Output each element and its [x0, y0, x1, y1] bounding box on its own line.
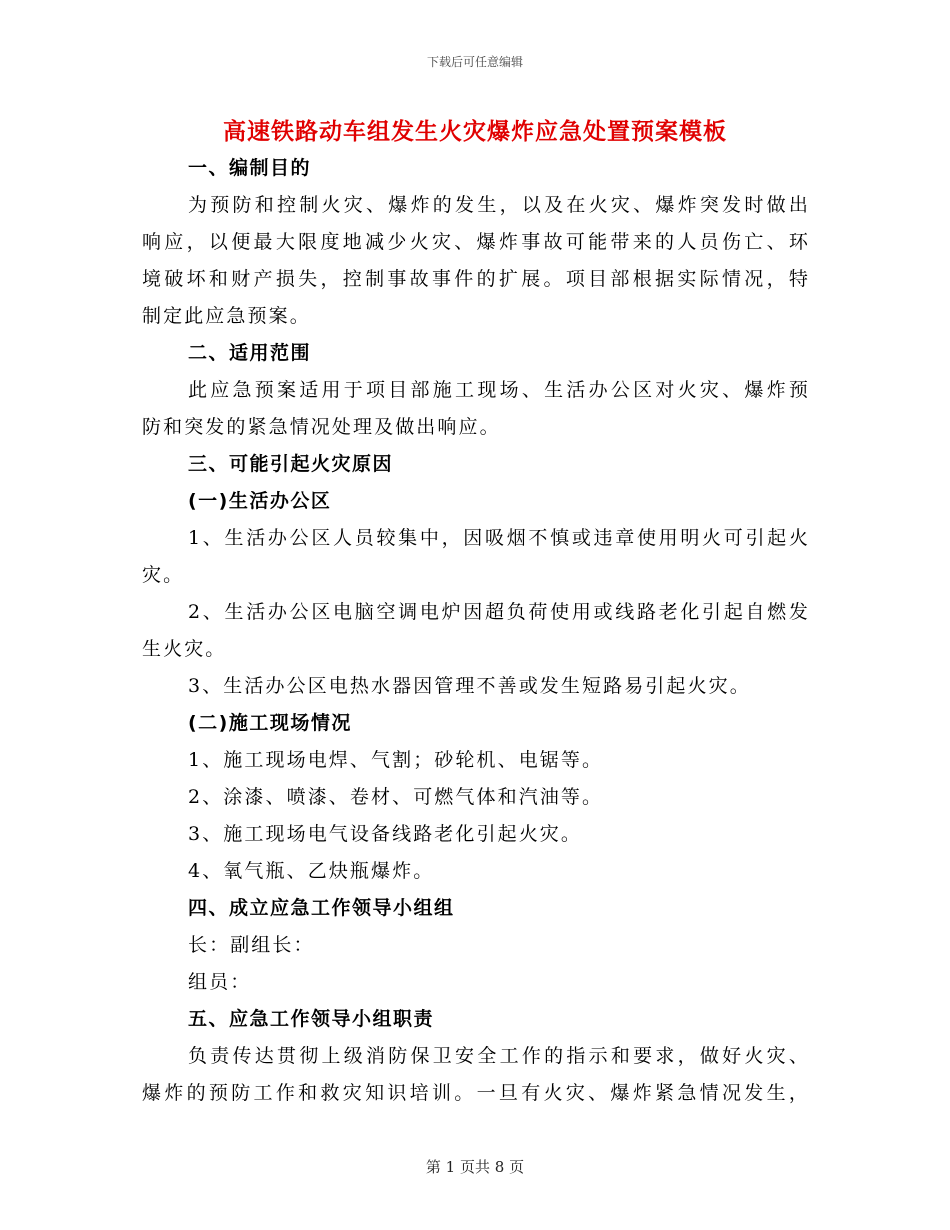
paragraph-line: 1、施工现场电焊、气割；砂轮机、电锯等。	[188, 749, 604, 771]
section-heading: 二、适用范围	[188, 342, 312, 364]
paragraph-line: 境破坏和财产损失，控制事故事件的扩展。项目部根据实际情况，特	[142, 268, 810, 290]
paragraph-line: 长：副组长：	[188, 934, 315, 956]
section-heading: (一)生活办公区	[188, 490, 332, 512]
paragraph-line: 4、氧气瓶、乙炔瓶爆炸。	[188, 860, 435, 882]
paragraph-line: 制定此应急预案。	[142, 305, 311, 327]
document-title: 高速铁路动车组发生火灾爆炸应急处置预案模板	[223, 119, 727, 145]
page-header: 下载后可任意编辑	[426, 55, 523, 69]
paragraph-line: 灾。	[142, 564, 185, 586]
paragraph-line: 2、生活办公区电脑空调电炉因超负荷使用或线路老化引起自燃发	[188, 601, 810, 623]
page-footer: 第 1 页共 8 页	[425, 1158, 525, 1176]
document-body	[142, 150, 810, 1112]
paragraph-line: 负责传达贯彻上级消防保卫安全工作的指示和要求，做好火灾、	[188, 1045, 810, 1067]
section-heading: 三、可能引起火灾原因	[188, 453, 394, 475]
paragraph-line: 2、涂漆、喷漆、卷材、可燃气体和汽油等。	[188, 786, 604, 808]
paragraph-line: 防和突发的紧急情况处理及做出响应。	[142, 416, 501, 438]
paragraph-line: 此应急预案适用于项目部施工现场、生活办公区对火灾、爆炸预	[188, 379, 810, 401]
section-heading: 四、成立应急工作领导小组组	[188, 897, 455, 919]
paragraph-line: 响应，以便最大限度地减少火灾、爆炸事故可能带来的人员伤亡、环	[142, 231, 810, 253]
section-heading: (二)施工现场情况	[188, 712, 352, 734]
section-heading: 五、应急工作领导小组职责	[188, 1008, 435, 1030]
paragraph-line: 生火灾。	[142, 638, 227, 660]
paragraph-line: 为预防和控制火灾、爆炸的发生，以及在火灾、爆炸突发时做出	[188, 194, 810, 216]
paragraph-line: 3、生活办公区电热水器因管理不善或发生短路易引起火灾。	[188, 675, 751, 697]
section-heading: 一、编制目的	[188, 157, 312, 179]
paragraph-line: 3、施工现场电气设备线路老化引起火灾。	[188, 823, 582, 845]
paragraph-line: 组员：	[188, 971, 252, 993]
paragraph-line: 1、生活办公区人员较集中，因吸烟不慎或违章使用明火可引起火	[188, 527, 810, 549]
paragraph-line: 爆炸的预防工作和救灾知识培训。一旦有火灾、爆炸紧急情况发生，	[142, 1082, 810, 1104]
